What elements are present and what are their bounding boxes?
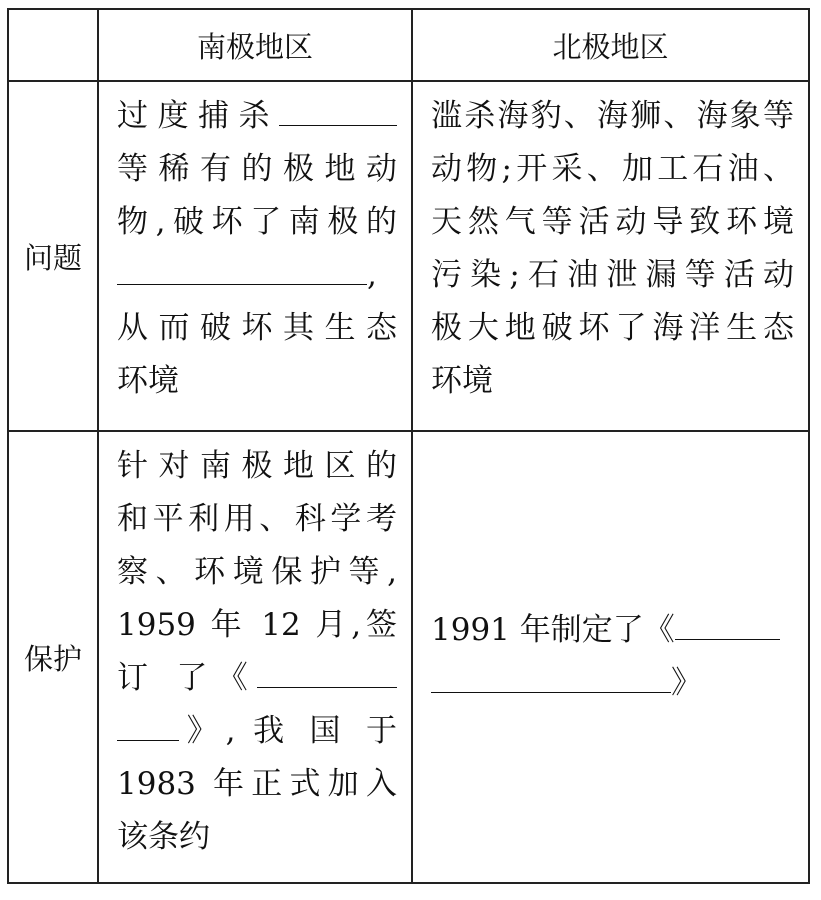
south-protection-cell (98, 431, 412, 883)
north-protection-cell (412, 431, 809, 883)
south-protection-line-4: 1959 年 12 月,签 (117, 607, 397, 643)
south-protection-line-6: 》, 我 国 于 (117, 705, 397, 758)
header-empty-cell (8, 9, 98, 81)
south-problem-line-6: 环境 (117, 363, 179, 399)
south-problem-line-2: 等稀有的极地动 (117, 151, 397, 187)
north-problem-line-2: 动物;开采、加工石油、 (431, 151, 794, 187)
header-north-pole: 北极地区 (412, 9, 809, 81)
fill-blank-1[interactable] (279, 95, 397, 126)
north-problem-line-5: 极大地破坏了海洋生态 (431, 310, 794, 346)
north-problem-cell (412, 81, 809, 431)
south-protection-line-7: 1983 年正式加入 (117, 766, 397, 802)
fill-blank-4[interactable] (675, 609, 780, 640)
south-problem-line-1: 过度捕杀 (117, 90, 397, 143)
south-problem-line-5: 从而破坏其生态 (117, 310, 397, 346)
row-problem (8, 81, 809, 431)
south-protection-line-3: 察、环境保护等, (117, 554, 397, 590)
north-problem-line-3: 天然气等活动导致环境 (431, 204, 794, 240)
north-problem-line-4: 污染;石油泄漏等活动 (431, 257, 794, 293)
row-label-problem: 问题 (8, 81, 98, 431)
fill-blank-3[interactable] (257, 657, 397, 688)
north-problem-line-1: 滥杀海豹、海狮、海象等 (431, 98, 794, 134)
south-problem-line-4: , (117, 249, 397, 302)
south-protection-line-1: 针对南极地区的 (117, 448, 397, 484)
south-protection-line-2: 和平利用、科学考 (117, 501, 397, 537)
fill-blank-3-cont[interactable] (117, 710, 179, 741)
north-protection-line-2: 》 (431, 657, 794, 710)
north-protection-line-1: 1991 年制定了《 (431, 604, 794, 657)
fill-blank-2[interactable] (117, 254, 367, 285)
south-protection-line-5: 订 了《 (117, 652, 397, 705)
row-label-protection: 保护 (8, 431, 98, 883)
comparison-table (7, 8, 810, 884)
south-problem-cell (98, 81, 412, 431)
row-protection (8, 431, 809, 883)
south-problem-line-3: 物,破坏了南极的 (117, 204, 397, 240)
south-protection-line-8: 该条约 (117, 819, 210, 855)
fill-blank-4-cont[interactable] (431, 662, 671, 693)
header-south-pole: 南极地区 (98, 9, 412, 81)
header-row (8, 9, 809, 81)
north-problem-line-6: 环境 (431, 363, 493, 399)
